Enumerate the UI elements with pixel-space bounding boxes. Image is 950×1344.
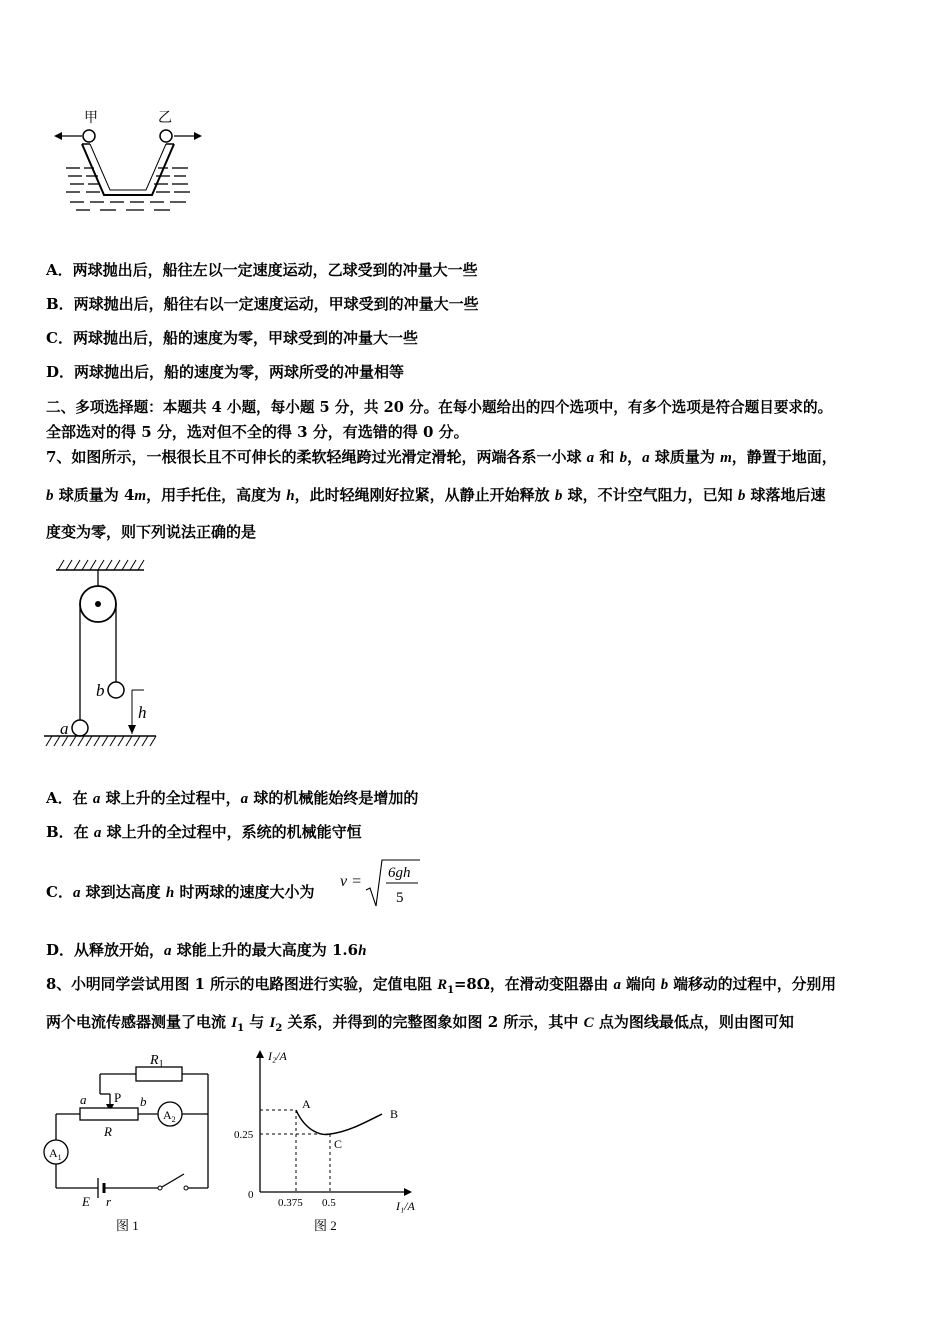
label-h: h <box>138 703 147 722</box>
point-label-c: C <box>334 1137 343 1151</box>
formula-velocity <box>338 856 422 912</box>
formula-denominator: 5 <box>396 890 404 906</box>
q7-option-c: C．a 球到达高度 h 时两球的速度大小为 <box>46 883 315 901</box>
caption-fig2: 图 2 <box>314 1218 337 1233</box>
q6-option-c: C．两球抛出后，船的速度为零，甲球受到的冲量大一些 <box>46 329 418 347</box>
q6-option-d: D．两球抛出后，船的速度为零，两球所受的冲量相等 <box>46 363 405 381</box>
boat-hull <box>82 144 174 195</box>
label-yi: 乙 <box>158 111 172 126</box>
curve-abc <box>296 1110 382 1134</box>
q7-option-b: B．在 a 球上升的全过程中，系统的机械能守恒 <box>46 823 362 841</box>
label-a: a <box>60 719 69 738</box>
label-a1: $A_1$ <box>49 1146 62 1162</box>
ball-a <box>72 720 88 736</box>
q8-stem-line1: 8、小明同学尝试用图 1 所示的电路图进行实验，定值电阻 $R_1=8\Omega$，在滑动变阻器由 a 端向 b 端移动的过程中，分别用 <box>46 976 837 996</box>
label-r1: $R_1$ <box>150 1053 164 1070</box>
water-lines <box>66 168 190 210</box>
formula-lhs: v = <box>340 873 362 890</box>
ball-jia <box>83 130 95 142</box>
q8-stem-line2: 两个电流传感器测量了电流 $I_1$ 与 $I_2$ 关系，并得到的完整图象如图 2 所示，其中 C 点为图线最低点，则由图可知 <box>46 1013 794 1034</box>
y-axis-label: I₂/A <box>268 1049 287 1063</box>
pulley-figure <box>40 550 170 750</box>
label-b-end: b <box>140 1094 147 1109</box>
label-jia: 甲 <box>84 111 98 126</box>
q7-stem-line1: 7、如图所示，一根很长且不可伸长的柔软轻绳跨过光滑定滑轮，两端各系一小球 a 和 b，a 球质量为 m，静置于地面， <box>46 448 837 466</box>
rheostat-r <box>80 1108 138 1120</box>
label-b: b <box>96 681 105 700</box>
formula-numerator: 6gh <box>388 865 411 881</box>
dashed-guides <box>260 1110 330 1192</box>
q7-option-d: D．从释放开始，a 球能上升的最大高度为 1.6h <box>46 941 367 959</box>
q7-option-a: A．在 a 球上升的全过程中，a 球的机械能始终是增加的 <box>46 789 419 807</box>
y-tick-025: 0.25 <box>234 1129 254 1141</box>
q6-option-a: A．两球抛出后，船往左以一定速度运动，乙球受到的冲量大一些 <box>46 261 478 279</box>
caption-fig1: 图 1 <box>116 1218 139 1233</box>
switch <box>162 1174 184 1187</box>
q7-stem-line2: b 球质量为 4m，用手托住，高度为 h，此时轻绳刚好拉紧，从静止开始释放 b 球，不计空气阻力，已知 b 球落地后速 <box>46 486 826 504</box>
graph-figure <box>230 1042 430 1238</box>
label-a-end: a <box>80 1092 87 1107</box>
q6-option-b: B．两球抛出后，船往右以一定速度运动，甲球受到的冲量大一些 <box>46 295 479 313</box>
section2-line2: 全部选对的得 5 分，选对但不全的得 3 分，有选错的得 0 分。 <box>46 423 469 441</box>
q7-stem-line3: 度变为零，则下列说法正确的是 <box>46 523 257 541</box>
x-tick-05: 0.5 <box>322 1197 336 1209</box>
ball-b <box>108 682 124 698</box>
origin-label: 0 <box>248 1189 254 1201</box>
point-label-b: B <box>390 1107 399 1121</box>
section2-line1: 二、多项选择题：本题共 4 小题，每小题 5 分，共 20 分。在每小题给出的四个选项中，有多个选项是符合题目要求的。 <box>46 399 833 416</box>
label-r-internal: r <box>106 1194 112 1209</box>
boat-figure <box>50 100 210 220</box>
x-axis-label: I₁/A <box>396 1199 415 1213</box>
point-label-a: A <box>302 1097 311 1111</box>
label-p: P <box>114 1090 122 1105</box>
label-a2: $A_2$ <box>163 1108 176 1124</box>
circuit-figure <box>40 1050 220 1240</box>
ball-yi <box>160 130 172 142</box>
label-r: R <box>104 1124 112 1139</box>
label-e: E <box>82 1194 90 1209</box>
x-tick-0375: 0.375 <box>278 1197 303 1209</box>
